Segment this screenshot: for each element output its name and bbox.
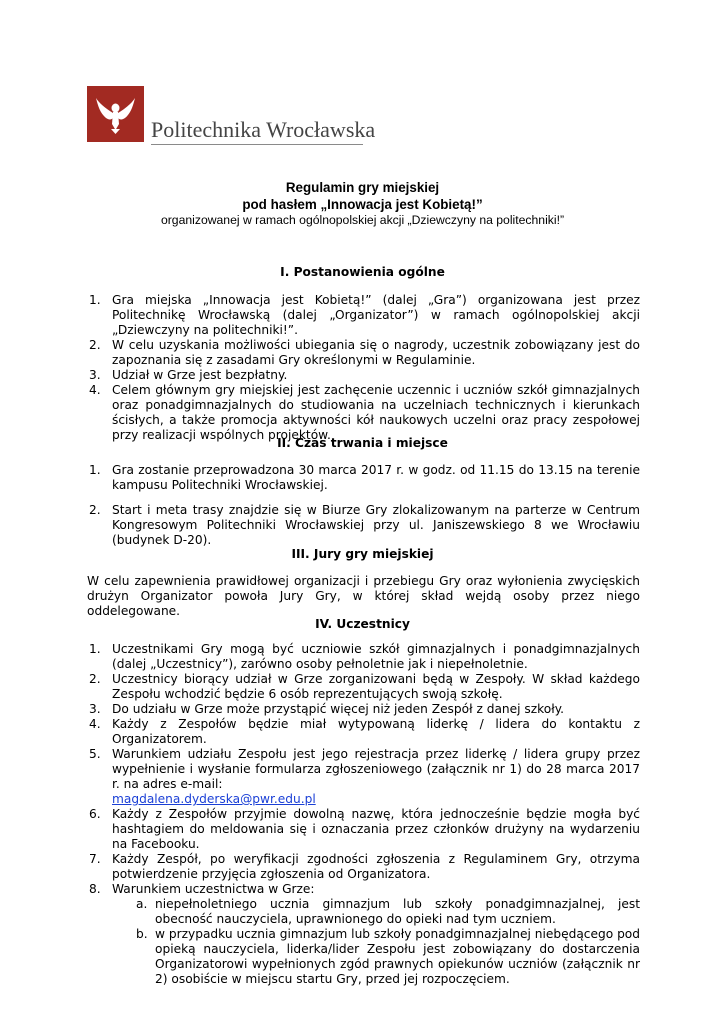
section-heading-3: III. Jury gry miejskiej [291, 547, 434, 561]
sub-list-item [112, 927, 640, 987]
list-item [87, 503, 640, 548]
list-item [87, 702, 640, 717]
list-item [87, 672, 640, 702]
item-text: Udział w Grze jest bezpłatny. [112, 368, 288, 382]
section-2-list-cont [87, 503, 640, 548]
list-item [87, 293, 640, 338]
doc-title: Regulamin gry miejskiej [285, 180, 440, 195]
item-text: Każdy Zespół, po weryfikacji zgodności zgłoszenia z Regulaminem Gry, otrzyma potwierdzenie przyjęcia zgłoszenia od Organizatora. [112, 852, 640, 881]
item-text: Warunkiem uczestnictwa w Grze: [112, 882, 315, 896]
section-2-list [87, 463, 640, 493]
item-number: 6. [89, 807, 101, 821]
item-number: 2. [89, 503, 101, 517]
item-number: 4. [89, 383, 101, 397]
item-number: 8. [89, 882, 101, 896]
section-1-list [87, 293, 640, 443]
item-letter: b. [136, 927, 148, 941]
list-item [87, 368, 640, 383]
item-number: 1. [89, 293, 101, 307]
item-text: Gra zostanie przeprowadzona 30 marca 2017 r. w godz. od 11.15 do 13.15 na terenie kampusu Politechniki Wrocławskiej. [112, 463, 640, 492]
list-item [87, 807, 640, 852]
eagle-icon [87, 86, 144, 142]
item-letter: a. [136, 897, 148, 911]
item-text: niepełnoletniego ucznia gimnazjum lub szkoły ponadgimnazjalnej, jest obecność nauczyciela, uprawnionego do opieki nad tym uczniem. [155, 897, 640, 926]
list-item [87, 338, 640, 368]
sub-list-item [112, 897, 640, 927]
list-item [87, 642, 640, 672]
doc-subtitle: pod hasłem „Innowacja jest Kobietą!” [242, 197, 483, 212]
item-number: 7. [89, 852, 101, 866]
item-number: 4. [89, 717, 101, 731]
item-text: Celem głównym gry miejskiej jest zachęcenie uczennic i uczniów szkół gimnazjalnych oraz ponadgimnazjalnych do studiowania na uczelniach technicznych i kierunkach ścisłych, a także promocja aktywności kół naukowych uczelni oraz pracy zespołowej przy realizacji wspólnych projektów. [112, 383, 640, 442]
list-item [87, 383, 640, 443]
logo-divider [151, 144, 363, 145]
item-number: 3. [89, 368, 101, 382]
item-text: Warunkiem udziału Zespołu jest jego rejestracja przez liderkę / lidera grupy przez wypełnienie i wysłanie formularza zgłoszeniowego (załącznik nr 1) do 28 marca 2017 r. na adres e-mail: [112, 747, 640, 791]
email-link[interactable]: magdalena.dyderska@pwr.edu.pl [112, 792, 316, 806]
item-text: Start i meta trasy znajdzie się w Biurze Gry zlokalizowanym na parterze w Centrum Kongresowym Politechniki Wrocławskiej przy ul. Janiszewskiego 8 we Wrocławiu (budynek D-20). [112, 503, 640, 547]
item-number: 3. [89, 702, 101, 716]
item-text: w przypadku ucznia gimnazjum lub szkoły ponadgimnazjalnej niebędącego pod opieką nauczyciela, liderka/lider Zespołu jest zobowiązany do dostarczenia Organizatorowi wypełnionych zgód prawnych opiekunów uczniów (załącznik nr 2) osobiście w miejscu startu Gry, przed jej rozpoczęciem. [155, 927, 640, 986]
section-heading-1: I. Postanowienia ogólne [280, 265, 445, 279]
item-text: Do udziału w Grze może przystąpić więcej niż jeden Zespół z danej szkoły. [112, 702, 565, 716]
list-item [87, 717, 640, 747]
item-number: 5. [89, 747, 101, 761]
logo-emblem [87, 86, 144, 142]
item-number: 2. [89, 338, 101, 352]
sub-list [112, 897, 640, 987]
list-item [87, 852, 640, 882]
list-item [87, 747, 640, 807]
section-4-list [87, 642, 640, 987]
list-item [87, 463, 640, 493]
section-3-paragraph: W celu zapewnienia prawidłowej organizacji i przebiegu Gry oraz wyłonienia zwycięskich drużyn Organizator powoła Jury Gry, w której skład wejdą osoby przez niego oddelegowane. [87, 574, 640, 618]
item-text: Każdy z Zespołów będzie miał wytypowaną liderkę / lidera do kontaktu z Organizatorem. [112, 717, 640, 746]
item-number: 1. [89, 642, 101, 656]
item-text: Uczestnikami Gry mogą być uczniowie szkół gimnazjalnych i ponadgimnazjalnych (dalej „Uczestnicy”), zarówno osoby pełnoletnie jak i niepełnoletnie. [112, 642, 640, 671]
org-name: Politechnika Wrocławska [151, 117, 376, 142]
list-item [87, 882, 640, 987]
section-heading-4: IV. Uczestnicy [315, 617, 410, 631]
item-text: W celu uzyskania możliwości ubiegania się o nagrody, uczestnik zobowiązany jest do zapoznania się z zasadami Gry określonymi w Regulaminie. [112, 338, 640, 367]
item-text: Każdy z Zespołów przyjmie dowolną nazwę, która jednocześnie będzie mogła być hashtagiem do meldowania się i oznaczania przez członków drużyny na wydarzeniu na Facebooku. [112, 807, 640, 851]
item-number: 1. [89, 463, 101, 477]
doc-subtitle-note: organizowanej w ramach ogólnopolskiej akcji „Dziewczyny na politechniki!” [160, 213, 565, 227]
section-heading-2: II. Czas trwania i miejsce [277, 436, 448, 450]
item-text: Gra miejska „Innowacja jest Kobietą!” (dalej „Gra”) organizowana jest przez Politechnikę Wrocławską (dalej „Organizator”) w ramach ogólnopolskiej akcji „Dziewczyny na politechniki!”. [112, 293, 640, 337]
item-number: 2. [89, 672, 101, 686]
item-text: Uczestnicy biorący udział w Grze zorganizowani będą w Zespoły. W skład każdego Zespołu wchodzić będzie 6 osób reprezentujących swoją szkołę. [112, 672, 640, 701]
